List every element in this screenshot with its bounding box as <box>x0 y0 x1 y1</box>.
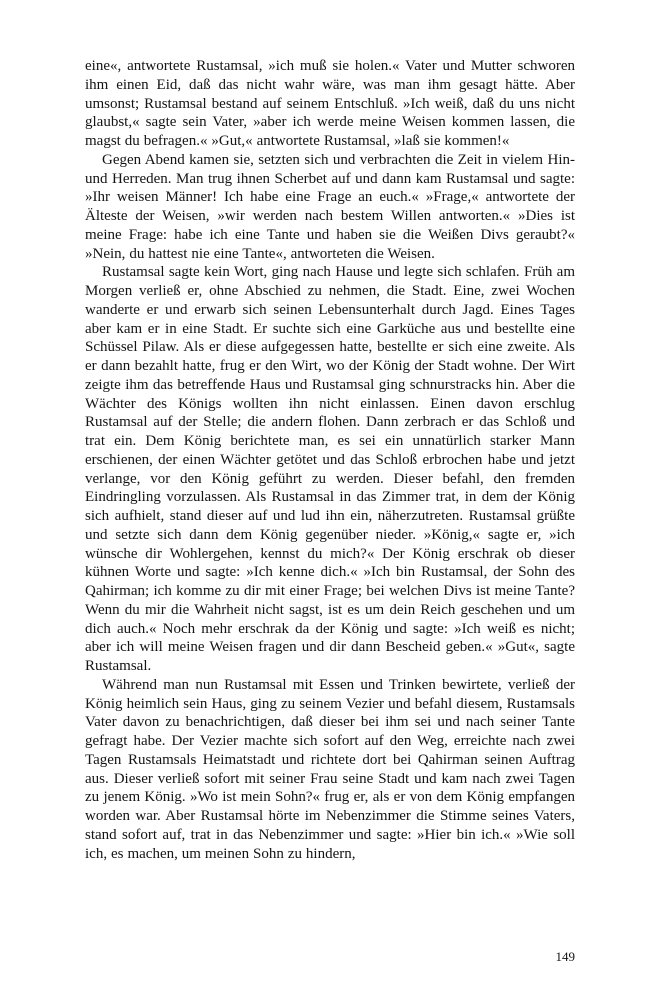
paragraph-4: Während man nun Rustamsal mit Essen und Trinken bewirtete, verließ der König heimlich sein Haus, ging zu seinem Vezier und befahl diesem, Rustamsals Vater davon zu benachrichtigen, daß dieser bei ihm sei und nach seiner Tante gefragt habe. Der Vezier machte sich sofort auf den Weg, erreichte nach zwei Tagen Rustamsals Heimatstadt und richtete dort bei Qahirman seinen Auftrag aus. Dieser verließ sofort mit seiner Frau seine Stadt und kam nach zwei Tagen zu jenem König. »Wo ist mein Sohn?« frug er, als er von dem König empfangen worden war. Aber Rustamsal hörte im Nebenzimmer die Stimme seines Vaters, stand sofort auf, trat in das Nebenzimmer und sagte: »Hier bin ich.« »Wie soll ich, es machen, um meinen Sohn zu hindern, <box>85 676 575 862</box>
paragraph-continuation: eine«, antwortete Rustamsal, »ich muß sie holen.« Vater und Mutter schworen ihm einen Eid, daß das nicht wahr wäre, was man ihm gesagt hätte. Aber umsonst; Rustamsal bestand auf seinem Entschluß. »Ich weiß, daß du uns nicht glaubst,« sagte sein Vater, »aber ich werde meine Weisen kommen lassen, die magst du befragen.« »Gut,« antwortete Rustamsal, »laß sie kommen!« <box>85 58 575 149</box>
paragraph-2: Gegen Abend kamen sie, setzten sich und verbrachten die Zeit in vielem Hin- und Herreden. Man trug ihnen Scherbet auf und dann kam Rustamsal und sagte: »Ihr weisen Männer! Ich habe eine Frage an euch.« »Frage,« antwortete der Älteste der Weisen, »wir werden nach bestem Willen antworten.« »Dies ist meine Frage: habe ich eine Tante und haben sie die Weißen Divs geraubt?« »Nein, du hattest nie eine Tante«, antworteten die Weisen. <box>85 151 575 262</box>
paragraph-3: Rustamsal sagte kein Wort, ging nach Hause und legte sich schlafen. Früh am Morgen verließ er, ohne Abschied zu nehmen, die Stadt. Eine, zwei Wochen wanderte er und erwarb sich seinen Lebensunterhalt durch Jagd. Eines Tages aber kam er in eine Stadt. Er suchte sich eine Garküche aus und bestellte eine Schüssel Pilaw. Als er diese aufgegessen hatte, bestellte er sich eine zweite. Als er dann bezahlt hatte, frug er den Wirt, wo der König der Stadt wohne. Der Wirt zeigte ihm das betreffende Haus und Rustamsal ging schnurstracks hin. Aber die Wächter des Königs wollten ihn nicht einlassen. Einen davon erschlug Rustamsal auf der Stelle; die andern flohen. Dann zerbrach er das Schloß und trat ein. Dem König berichtete man, es sei ein unnatürlich starker Mann erschienen, der einen Wächter getötet und das Schloß erbrochen habe und jetzt verlange, vor den König geführt zu werden. Dieser befahl, den fremden Eindringling vorzulassen. Als Rustamsal in das Zimmer trat, in dem der König sich aufhielt, stand dieser auf und lud ihn ein, näherzutreten. Rustamsal grüßte und setzte sich dann dem König gegenüber nieder. »König,« sagte er, »ich wünsche dir Wohlergehen, kennst du mich?« Der König erschrak ob dieser kühnen Worte und sagte: »Ich kenne dich.« »Ich bin Rustamsal, der Sohn des Qahirman; ich komme zu dir mit einer Frage; bei welchen Divs ist meine Tante? Wenn du mir die Wahrheit nicht sagst, ist es um dein Reich geschehen und um dich auch.« Noch mehr erschrak da der König und sagte: »Ich weiß es nicht; aber ich will meine Weisen fragen und dir dann Bescheid geben.« »Gut«, sagte Rustamsal. <box>85 264 575 674</box>
page-text-block <box>85 57 575 863</box>
page-number: 149 <box>555 949 575 964</box>
